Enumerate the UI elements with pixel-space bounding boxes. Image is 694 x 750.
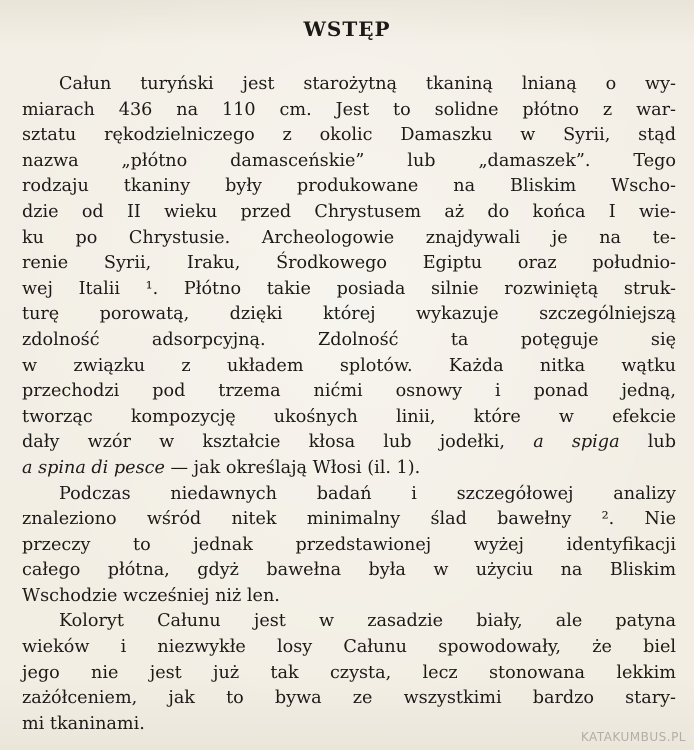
text-line: dzie od II wieku przed Chrystusem aż do końca I wie-	[22, 201, 676, 222]
text-line: a spina di pesce — jak określają Włosi (il. 1).	[22, 457, 421, 478]
text-line: miarach 436 na 110 cm. Jest to solidne płótno z war-	[22, 99, 676, 120]
text-line: mi tkaninami.	[22, 713, 145, 734]
text-line: wej Italii ¹. Płótno takie posiada silnie rozwiniętą struk-	[22, 278, 676, 299]
text-line: tworząc kompozycję ukośnych linii, które w efekcie	[22, 406, 676, 427]
page-heading: WSTĘP	[303, 17, 391, 41]
text-line: przechodzi pod trzema nićmi osnowy i ponad jedną,	[22, 381, 676, 402]
text-line: znaleziono wśród nitek minimalny ślad bawełny ². Nie	[22, 509, 676, 530]
text-line: Wschodzie wcześniej niż len.	[22, 585, 280, 606]
text-line: Koloryt Całunu jest w zasadzie biały, ale patyna	[59, 611, 676, 632]
text-line: dały wzór w kształcie kłosa lub jodełki, a spiga lub	[22, 432, 676, 453]
text-line: wieków i niezwykłe losy Całunu spowodowały, że biel	[22, 637, 676, 658]
text-line: ku po Chrystusie. Archeologowie znajdywali je na te-	[22, 227, 676, 248]
text-line: zdolność adsorpcyjną. Zdolność ta potęguje się	[22, 329, 676, 350]
text-line: Podczas niedawnych badań i szczegółowej analizy	[59, 483, 676, 504]
text-line: zażółceniem, jak to bywa ze wszystkimi bardzo stary-	[22, 688, 676, 709]
text-line: sztatu rękodzielniczego z okolic Damaszku w Syrii, stąd	[22, 125, 676, 146]
text-line: rodzaju tkaniny były produkowane na Bliskim Wscho-	[22, 176, 676, 197]
text-line: turę porowatą, dzięki której wykazuje szczególniejszą	[22, 304, 676, 325]
text-line: w związku z układem splotów. Każda nitka wątku	[22, 355, 676, 376]
site-watermark: KATAKUMBUS.PL	[580, 730, 686, 744]
text-line: jego nie jest już tak czysta, lecz stonowana lekkim	[22, 662, 676, 683]
text-line: przeczy to jednak przedstawionej wyżej identyfikacji	[22, 534, 676, 555]
text-line: całego płótna, gdyż bawełna była w użyciu na Bliskim	[22, 560, 676, 581]
text-line: nazwa „płótno damasceńskie” lub „damaszek”. Tego	[22, 150, 676, 171]
body-text	[22, 72, 676, 737]
text-line: Całun turyński jest starożytną tkaniną lnianą o wy-	[59, 74, 676, 94]
text-line: renie Syrii, Iraku, Środkowego Egiptu oraz południo-	[22, 253, 676, 274]
